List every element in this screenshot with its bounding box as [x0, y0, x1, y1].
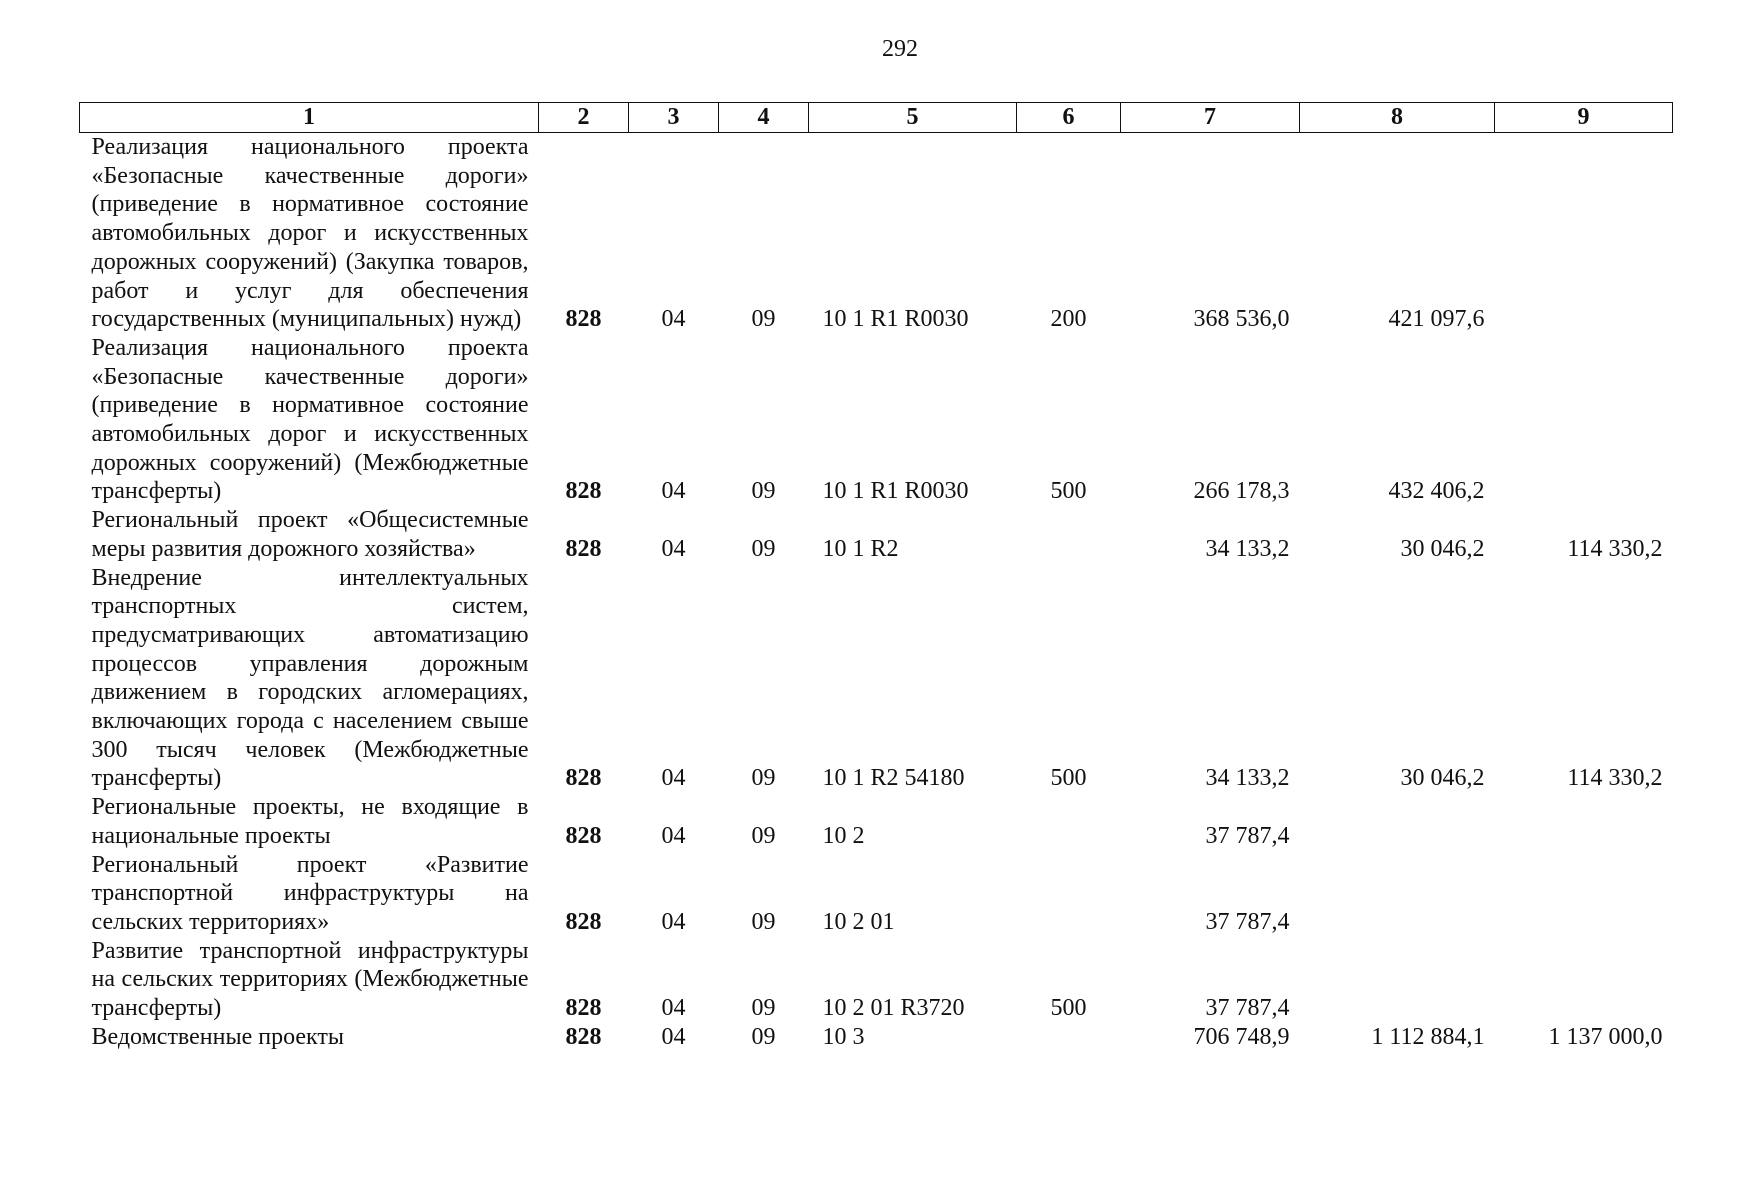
expense-type-code — [1017, 793, 1121, 850]
amount-col-8 — [1300, 793, 1495, 850]
amount-col-9 — [1495, 793, 1673, 850]
expense-type-code — [1017, 1023, 1121, 1052]
amount-col-9 — [1495, 851, 1673, 937]
subsection-code: 09 — [751, 306, 776, 333]
budget-table — [79, 102, 1673, 1052]
amount-col-9: 1 137 000,0 — [1548, 1023, 1663, 1050]
amount-col-7: 368 536,0 — [1193, 306, 1290, 333]
subsection-code: 09 — [751, 822, 776, 849]
subsection-code: 09 — [751, 908, 776, 935]
expense-type-code — [1017, 851, 1121, 937]
table-row — [80, 793, 1673, 850]
amount-col-9 — [1495, 334, 1673, 506]
target-article-code: 10 1 R2 54180 — [822, 765, 965, 792]
amount-col-9 — [1495, 937, 1673, 1023]
target-article-code: 10 1 R1 R0030 — [822, 478, 969, 505]
table-row — [80, 506, 1673, 563]
section-code: 04 — [661, 908, 686, 935]
amount-col-8: 30 046,2 — [1400, 765, 1485, 792]
grbs-code: 828 — [565, 535, 602, 562]
grbs-code: 828 — [565, 995, 602, 1022]
column-header: 4 — [719, 103, 809, 133]
subsection-code: 09 — [751, 765, 776, 792]
amount-col-7: 34 133,2 — [1205, 535, 1290, 562]
target-article-code: 10 1 R1 R0030 — [822, 306, 969, 333]
target-article-code: 10 2 01 — [822, 908, 895, 935]
amount-col-8: 30 046,2 — [1400, 535, 1485, 562]
grbs-code: 828 — [565, 306, 602, 333]
grbs-code: 828 — [565, 478, 602, 505]
row-name: Развитие транспортной инфраструктуры на сельских территориях (Межбюджетные трансферты) — [91, 937, 529, 1022]
grbs-code: 828 — [565, 822, 602, 849]
row-name: Внедрение интеллектуальных транспортных систем, предусматривающих автоматизацию процессов управления дорожным движением в городских агломерациях, включающих города с населением свыше 300 тысяч человек (Межбюджетные трансферты) — [91, 564, 529, 792]
column-header: 7 — [1121, 103, 1300, 133]
amount-col-8: 1 112 884,1 — [1371, 1023, 1485, 1050]
amount-col-7: 37 787,4 — [1205, 908, 1290, 935]
column-header: 3 — [629, 103, 719, 133]
amount-col-9 — [1495, 133, 1673, 334]
column-number-header-row — [80, 103, 1673, 133]
amount-col-7: 37 787,4 — [1205, 995, 1290, 1022]
amount-col-7: 34 133,2 — [1205, 765, 1290, 792]
section-code: 04 — [661, 1023, 686, 1050]
amount-col-8: 432 406,2 — [1388, 478, 1485, 505]
target-article-code: 10 2 — [822, 822, 865, 849]
grbs-code: 828 — [565, 908, 602, 935]
grbs-code: 828 — [565, 765, 602, 792]
subsection-code: 09 — [751, 1023, 776, 1050]
subsection-code: 09 — [751, 535, 776, 562]
table-row — [80, 133, 1673, 334]
page-number: 292 — [882, 36, 918, 62]
amount-col-7: 706 748,9 — [1193, 1023, 1290, 1050]
target-article-code: 10 2 01 R3720 — [822, 995, 965, 1022]
expense-type-code — [1017, 506, 1121, 563]
column-header: 6 — [1017, 103, 1121, 133]
row-name: Реализация национального проекта «Безопасные качественные дороги» (приведение в нормативное состояние автомобильных дорог и искусственных дорожных сооружений) (Закупка товаров, работ и услуг для обеспечения государственных (муниципальных) нужд) — [91, 134, 529, 333]
column-header: 8 — [1300, 103, 1495, 133]
column-header: 5 — [809, 103, 1017, 133]
section-code: 04 — [661, 478, 686, 505]
grbs-code: 828 — [565, 1023, 602, 1050]
section-code: 04 — [661, 306, 686, 333]
amount-col-7: 37 787,4 — [1205, 822, 1290, 849]
expense-type-code: 500 — [1050, 995, 1087, 1022]
row-name: Региональный проект «Общесистемные меры развития дорожного хозяйства» — [91, 507, 529, 562]
amount-col-9: 114 330,2 — [1567, 535, 1663, 562]
target-article-code: 10 3 — [822, 1023, 865, 1050]
column-header: 2 — [539, 103, 629, 133]
column-header: 1 — [80, 103, 539, 133]
table-row — [80, 851, 1673, 937]
amount-col-7: 266 178,3 — [1193, 478, 1290, 505]
target-article-code: 10 1 R2 — [822, 535, 899, 562]
row-name: Региональные проекты, не входящие в национальные проекты — [91, 794, 529, 849]
expense-type-code: 200 — [1050, 306, 1087, 333]
table-row — [80, 334, 1673, 506]
expense-type-code: 500 — [1050, 765, 1087, 792]
subsection-code: 09 — [751, 478, 776, 505]
amount-col-8 — [1300, 937, 1495, 1023]
table-row — [80, 1023, 1673, 1052]
amount-col-9: 114 330,2 — [1567, 765, 1663, 792]
row-name: Ведомственные проекты — [91, 1023, 344, 1050]
section-code: 04 — [661, 822, 686, 849]
row-name: Региональный проект «Развитие транспортной инфраструктуры на сельских территориях» — [91, 851, 529, 935]
table-row — [80, 937, 1673, 1023]
amount-col-8 — [1300, 851, 1495, 937]
column-header: 9 — [1495, 103, 1673, 133]
section-code: 04 — [661, 765, 686, 792]
expense-type-code: 500 — [1050, 478, 1087, 505]
section-code: 04 — [661, 535, 686, 562]
amount-col-8: 421 097,6 — [1388, 306, 1485, 333]
section-code: 04 — [661, 995, 686, 1022]
row-name: Реализация национального проекта «Безопасные качественные дороги» (приведение в нормативное состояние автомобильных дорог и искусственных дорожных сооружений) (Межбюджетные трансферты) — [91, 334, 529, 505]
table-row — [80, 564, 1673, 794]
subsection-code: 09 — [751, 995, 776, 1022]
